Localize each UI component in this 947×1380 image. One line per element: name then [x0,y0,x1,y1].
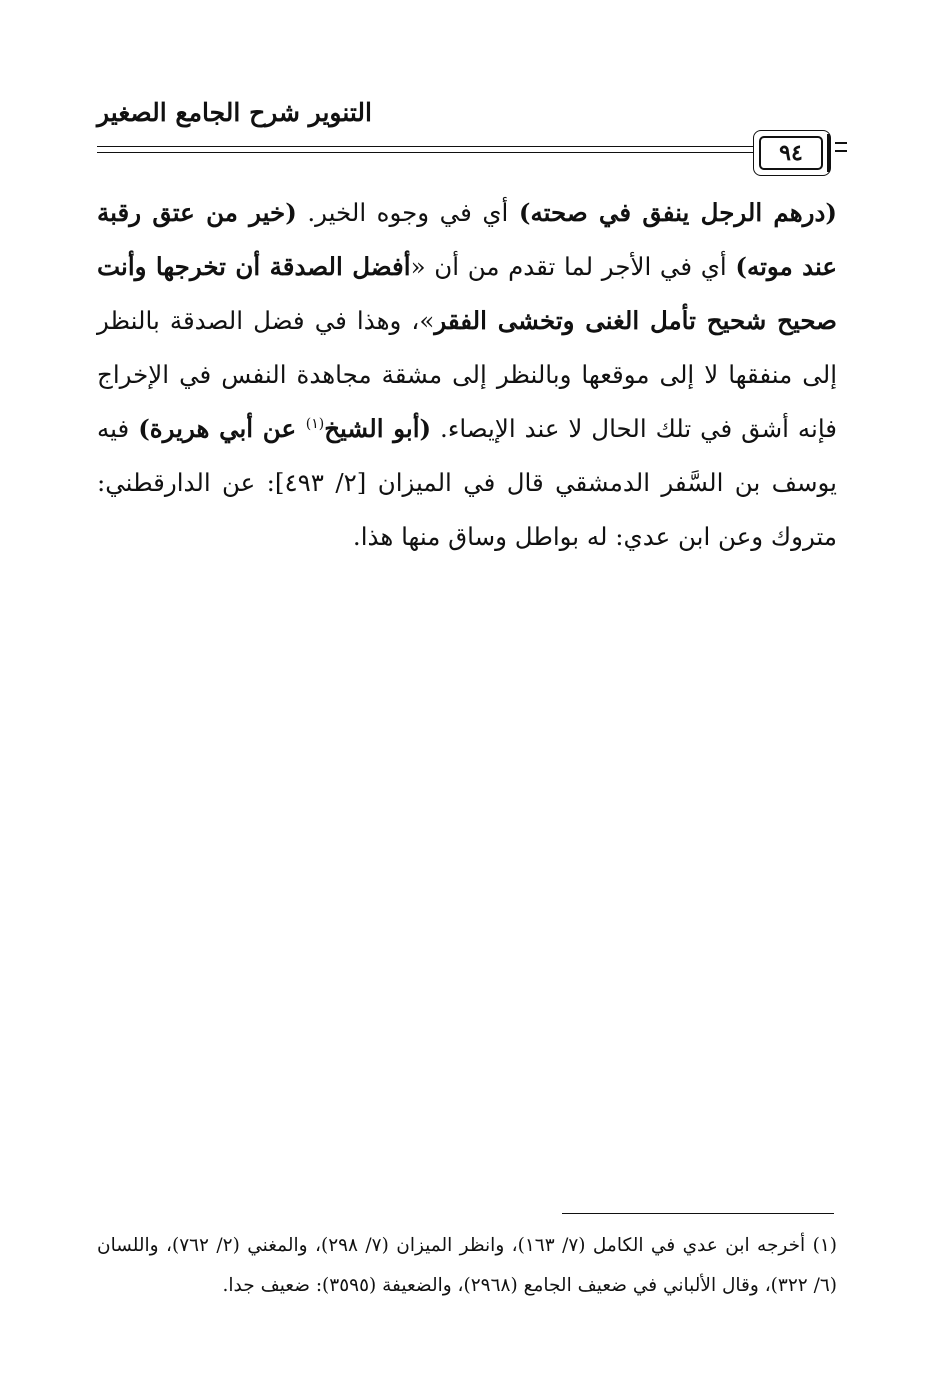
commentary-4: فيه يوسف بن السَّفر الدمشقي قال في الميزان [٢/ ٤٩٣]: عن الدارقطني: متروك وعن ابن عدي: له بواطل وساق منها هذا. [97,414,837,551]
hadith-text-2: (خير من عتق رقبة عند موته) [97,198,838,281]
hadith-text-1: (درهم الرجل ينفق في صحته) [518,198,837,227]
narrator-text: (أبو الشيخ [324,414,432,443]
page-number: ٩٤ [759,136,823,170]
main-text [97,186,837,564]
running-header [97,98,847,168]
header-ornament-bar [827,134,830,172]
quoted-hadith: أفضل الصدقة أن تخرجها وأنت صحيح شحيح تأمل الغنى وتخشى الفقر [97,252,837,335]
narrator-source: عن أبي هريرة) [138,414,306,443]
book-title: التنوير شرح الجامع الصغير [97,98,372,127]
commentary-1: أي في وجوه الخير. [296,198,519,227]
footnote-separator [562,1213,834,1214]
commentary-2: أي في الأجر لما تقدم من أن « [410,252,736,281]
footnote-reference[interactable]: (١) [305,415,325,432]
header-rule-bottom [97,152,753,153]
header-rule-top [97,146,753,147]
footnote: (١) أخرجه ابن عدي في الكامل (٧/ ١٦٣)، وانظر الميزان (٧/ ٢٩٨)، والمغني (٢/ ٧٦٢)، واللسان (٦/ ٣٢٢)، وقال الألباني في ضعيف الجامع (٢٩٦٨)، والضعيفة (٣٥٩٥): ضعيف جدا. [97,1235,837,1296]
header-ornament-equals [835,142,847,152]
commentary-3: »، وهذا في فضل الصدقة بالنظر إلى منفقها لا إلى موقعها وبالنظر إلى مشقة مجاهدة النفس في الإخراج فإنه أشق في تلك الحال لا عند الإيصاء. [97,306,837,443]
